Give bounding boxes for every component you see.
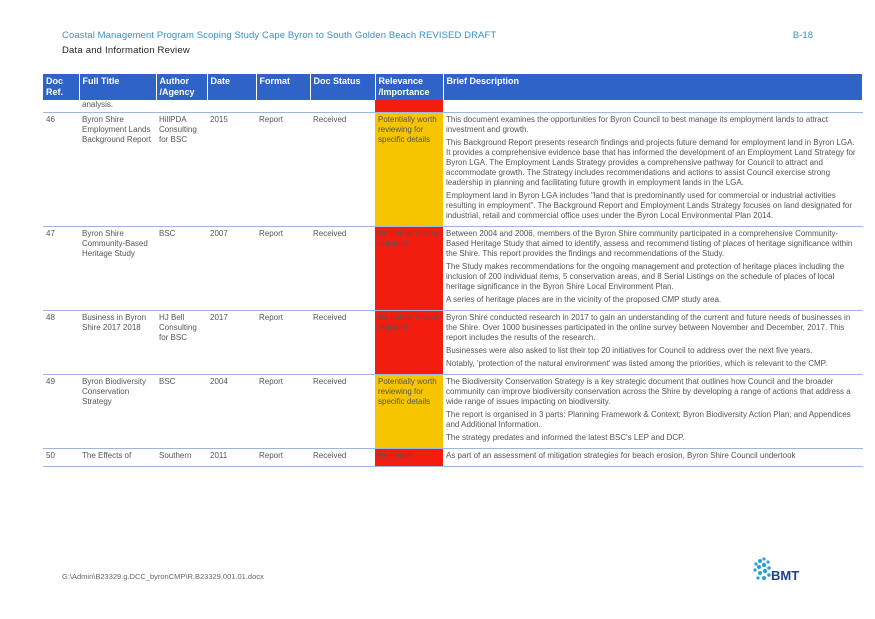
full-title-cell: Business in Byron Shire 2017 2018 xyxy=(79,311,156,375)
relevance-cell: Potentially worth reviewing for specific details xyxy=(375,113,443,227)
table-header-row xyxy=(43,74,863,100)
full-title-cell: Byron Shire Community-Based Heritage Study xyxy=(79,227,156,311)
data-review-table xyxy=(43,74,863,467)
footer-file-path: G:\Admin\B23329.g.DCC_byronCMP\R.B23329.001.01.docx xyxy=(62,572,264,581)
col-brief-description: Brief Description xyxy=(443,74,863,100)
author-cell: BSC xyxy=(156,227,207,311)
brief-description-cell xyxy=(443,113,863,227)
relevance-cell xyxy=(375,100,443,113)
table-row xyxy=(43,375,863,449)
col-doc-ref: Doc Ref. xyxy=(43,74,79,100)
description-paragraph: This Background Report presents research findings and projects future demand for employment land in Byron LGA. It provides a comprehensive evidence base that has informed the development of an Employment Land Strategy for Byron LGA. The Employment Lands Strategy provides a comprehensive pathway for Council to attract and accommodate growth. The Strategy includes recommendations and actions to assist Council exercise strong leadership in planning and facilitating future growth in employment lands in the LGA. xyxy=(446,138,856,187)
date-cell: 2017 xyxy=(207,311,256,375)
description-paragraph: This document examines the opportunities for Byron Council to best manage its employment lands to attract investment and growth. xyxy=(446,115,828,134)
description-paragraph: As part of an assessment of mitigation strategies for beach erosion, Byron Shire Council undertook xyxy=(446,451,796,460)
table-row xyxy=(43,449,863,467)
col-doc-status: Doc Status xyxy=(310,74,375,100)
doc-status-cell: Received xyxy=(310,113,375,227)
col-full-title: Full Title xyxy=(79,74,156,100)
doc-status-cell: Received xyxy=(310,449,375,467)
brief-description-cell xyxy=(443,449,863,467)
author-cell: BSC xyxy=(156,375,207,449)
col-format: Format xyxy=(256,74,310,100)
description-paragraph: The Biodiversity Conservation Strategy is a key strategic document that outlines how Council and the broader community can improve biodiversity conservation across the Shire by developing a range of actions that address a wide range of issues impacting on biodiversity. xyxy=(446,377,851,406)
format-cell: Report xyxy=(256,449,310,467)
description-paragraph: Notably, 'protection of the natural environment' was listed among the priorities, which is relevant to the CMP. xyxy=(446,359,828,368)
doc-ref-cell: 50 xyxy=(43,449,79,467)
brief-description-cell xyxy=(443,227,863,311)
doc-status-cell: Received xyxy=(310,227,375,311)
date-cell: 2004 xyxy=(207,375,256,449)
description-paragraph: Businesses were also asked to list their top 20 initiatives for Council to address over the next five years. xyxy=(446,346,813,355)
table-row xyxy=(43,227,863,311)
description-paragraph: Byron Shire conducted research in 2017 to gain an understanding of the current and future needs of businesses in the Shire. Over 1000 businesses participated in the online survey between November and December, 2017. This report includes the results of the research. xyxy=(446,313,851,342)
description-paragraph: The Study makes recommendations for the ongoing management and protection of heritage places including the inclusion of 200 individual items, 5 conservation areas, and 8 Serial Listings on the schedule of places of local heritage significance in the Byron Shire Local Environment Plan. xyxy=(446,262,845,291)
description-paragraph: The report is organised in 3 parts: Planning Framework & Context; Byron Biodiversity Action Plan; and Appendices and Additional Information. xyxy=(446,410,851,429)
format-cell: Report xyxy=(256,227,310,311)
date-cell: 2011 xyxy=(207,449,256,467)
author-cell: HJ Bell Consulting for BSC xyxy=(156,311,207,375)
table-row xyxy=(43,113,863,227)
relevance-cell: No further review required xyxy=(375,227,443,311)
brief-description-cell xyxy=(443,375,863,449)
date-cell: 2007 xyxy=(207,227,256,311)
document-header-title: Coastal Management Program Scoping Study Cape Byron to South Golden Beach REVISED DRAFT xyxy=(62,30,497,41)
doc-ref-cell: 47 xyxy=(43,227,79,311)
continued-text: analysis. xyxy=(79,100,156,113)
full-title-cell: Byron Biodiversity Conservation Strategy xyxy=(79,375,156,449)
format-cell: Report xyxy=(256,311,310,375)
format-cell: Report xyxy=(256,113,310,227)
doc-status-cell: Received xyxy=(310,311,375,375)
col-relevance: Relevance /Importance xyxy=(375,74,443,100)
doc-status-cell: Received xyxy=(310,375,375,449)
page-number: B-18 xyxy=(792,30,813,41)
date-cell: 2015 xyxy=(207,113,256,227)
relevance-cell: No further xyxy=(375,449,443,467)
full-title-cell: The Effects of xyxy=(79,449,156,467)
format-cell: Report xyxy=(256,375,310,449)
relevance-cell: Potentially worth reviewing for specific details xyxy=(375,375,443,449)
col-author: Author /Agency xyxy=(156,74,207,100)
brief-description-cell xyxy=(443,311,863,375)
author-cell: Southern xyxy=(156,449,207,467)
doc-ref-cell: 46 xyxy=(43,113,79,227)
doc-ref-cell: 48 xyxy=(43,311,79,375)
description-paragraph: Between 2004 and 2006, members of the Byron Shire community participated in a comprehensive Community-Based Heritage Study that aimed to identify, assess and recommend listing of places of heritage significance within the Shire. This report provides the findings and recommendations of the Study. xyxy=(446,229,853,258)
section-title: Data and Information Review xyxy=(62,45,190,56)
author-cell: HillPDA Consulting for BSC xyxy=(156,113,207,227)
description-paragraph: Employment land in Byron LGA includes "land that is predominantly used for commercial or industrial activities resulting in employment". The Background Report and Employment Lands Strategy focuses on land designated for industrial, retail and commercial office uses under the Byron Local Environmental Plan 2014. xyxy=(446,191,853,220)
table-row xyxy=(43,311,863,375)
col-date: Date xyxy=(207,74,256,100)
bmt-logo-text: BMT xyxy=(771,568,800,583)
full-title-cell: Byron Shire Employment Lands Background Report xyxy=(79,113,156,227)
doc-ref-cell: 49 xyxy=(43,375,79,449)
relevance-cell: No further review required xyxy=(375,311,443,375)
description-paragraph: A series of heritage places are in the vicinity of the proposed CMP study area. xyxy=(446,295,722,304)
description-paragraph: The strategy predates and informed the latest BSC's LEP and DCP. xyxy=(446,433,685,442)
continued-row xyxy=(43,100,863,113)
